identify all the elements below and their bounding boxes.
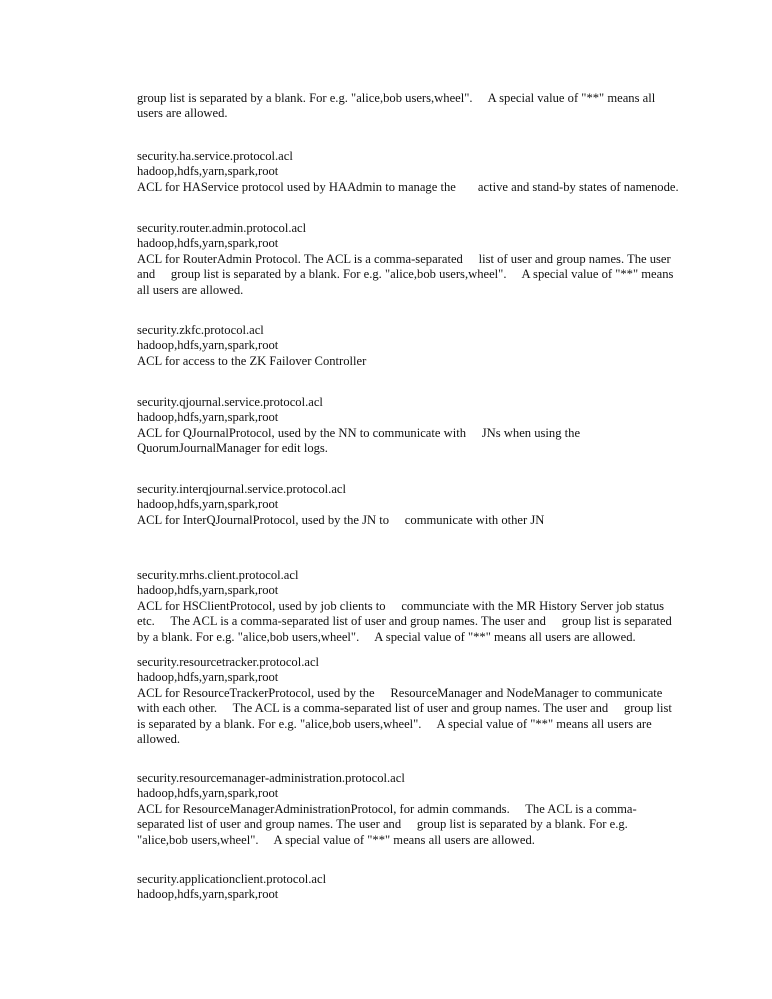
property-description-line: ACL for QJournalProtocol, used by the NN to communicate with JNs when using the [137,425,581,440]
property-name: security.mrhs.client.protocol.acl [137,568,299,582]
property-description-line: is separated by a blank. For e.g. "alice,bob users,wheel". A special value of "**" means all users are [137,716,652,731]
property-value: hadoop,hdfs,yarn,spark,root [137,583,279,598]
property-entry [137,872,326,903]
property-name: security.zkfc.protocol.acl [137,323,264,337]
property-name: security.qjournal.service.protocol.acl [137,395,323,409]
property-entry [137,149,679,195]
property-description-line: ACL for access to the ZK Failover Controller [137,353,367,368]
description-line: users are allowed. [137,106,228,121]
property-name: security.router.admin.protocol.acl [137,221,307,235]
property-entry [137,395,580,457]
property-description-line: ACL for InterQJournalProtocol, used by the JN to communicate with other JN [137,512,545,527]
property-entry [137,323,366,369]
description-continuation [137,91,655,122]
property-value: hadoop,hdfs,yarn,spark,root [137,670,279,685]
property-description-line: ACL for ResourceManagerAdministrationProtocol, for admin commands. The ACL is a comma- [137,801,637,816]
description-line: group list is separated by a blank. For e.g. "alice,bob users,wheel". A special value of "**" means all [137,91,656,105]
property-description-line: separated list of user and group names. The user and group list is separated by a blank. For e.g. [137,817,628,832]
property-name: security.resourcemanager-administration.protocol.acl [137,771,405,785]
property-description-line: and group list is separated by a blank. For e.g. "alice,bob users,wheel". A special value of "**" means [137,267,674,282]
property-value: hadoop,hdfs,yarn,spark,root [137,410,279,425]
property-value: hadoop,hdfs,yarn,spark,root [137,338,279,353]
property-description-line: ACL for ResourceTrackerProtocol, used by the ResourceManager and NodeManager to communicate [137,685,663,700]
property-name: security.interqjournal.service.protocol.acl [137,482,346,496]
property-entry [137,482,544,528]
property-description-line: by a blank. For e.g. "alice,bob users,wheel". A special value of "**" means all users are allowed. [137,629,636,644]
property-value: hadoop,hdfs,yarn,spark,root [137,786,279,801]
property-description-line: "alice,bob users,wheel". A special value of "**" means all users are allowed. [137,832,535,847]
property-entry [137,771,637,848]
property-name: security.applicationclient.protocol.acl [137,872,327,886]
property-description-line: all users are allowed. [137,282,244,297]
property-description-line: allowed. [137,731,181,746]
property-description-line: with each other. The ACL is a comma-separated list of user and group names. The user and group list [137,701,672,716]
property-description-line: ACL for HSClientProtocol, used by job clients to communciate with the MR History Server job status [137,598,665,613]
property-description-line: ACL for RouterAdmin Protocol. The ACL is a comma-separated list of user and group names. The user [137,251,671,266]
property-entry [137,568,672,645]
property-name: security.ha.service.protocol.acl [137,149,293,163]
property-name: security.resourcetracker.protocol.acl [137,655,320,669]
property-value: hadoop,hdfs,yarn,spark,root [137,236,279,251]
property-value: hadoop,hdfs,yarn,spark,root [137,887,279,902]
property-value: hadoop,hdfs,yarn,spark,root [137,164,279,179]
property-value: hadoop,hdfs,yarn,spark,root [137,497,279,512]
property-entry [137,221,673,298]
property-description-line: ACL for HAService protocol used by HAAdmin to manage the active and stand-by states of namenode. [137,179,679,194]
property-entry [137,655,672,747]
property-description-line: etc. The ACL is a comma-separated list of user and group names. The user and group list is separated [137,614,672,629]
property-description-line: QuorumJournalManager for edit logs. [137,441,328,456]
